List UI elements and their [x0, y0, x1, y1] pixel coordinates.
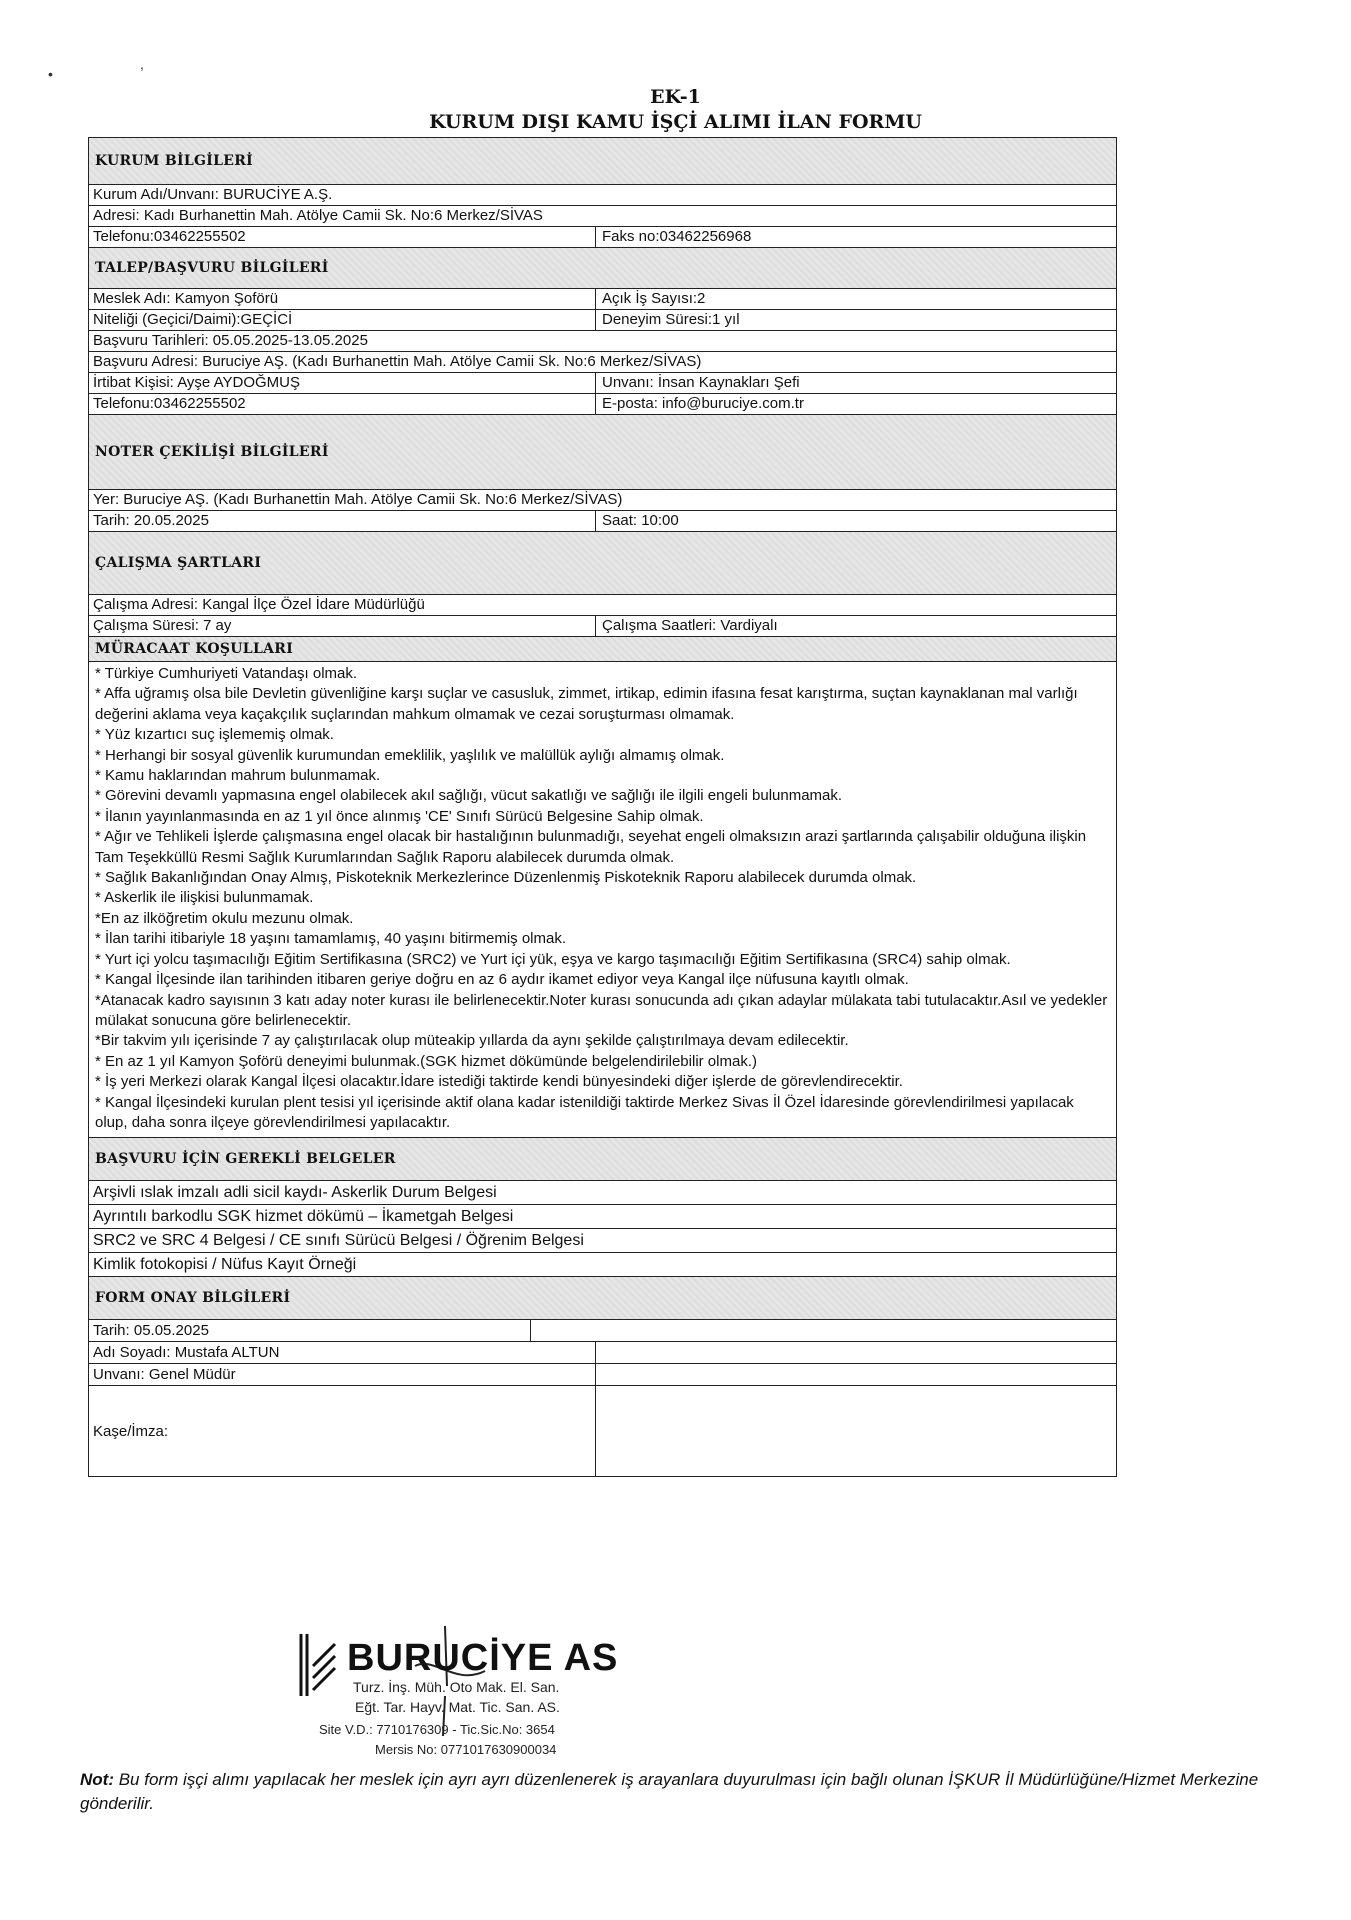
- row-onay-tarih: [89, 1320, 1116, 1342]
- calisma-adresi: Çalışma Adresi: Kangal İlçe Özel İdare Müdürlüğü: [93, 596, 425, 613]
- noter-tarih: Tarih: 20.05.2025: [89, 511, 596, 531]
- row-basvuru-adresi: [89, 352, 1116, 373]
- onay-adi-soyadi: Adı Soyadı: Mustafa ALTUN: [89, 1342, 596, 1363]
- row-onay-unvani: [89, 1364, 1116, 1386]
- section-calisma: ÇALIŞMA ŞARTLARI: [89, 532, 1116, 595]
- talep-telefon: Telefonu:03462255502: [89, 394, 596, 414]
- row-meslek: [89, 289, 1116, 310]
- condition-item: * Affa uğramış olsa bile Devletin güvenliğine karşı suçlar ve casusluk, zimmet, irtikap, edimin ifasına fesat karıştırma, suçtan kaynaklanan mal varlığı değerini aklama veya kaçakçılık suçlarından mahkum olmamak ve cezai soruşturması olmamak.: [95, 685, 1078, 723]
- condition-item: * İlanın yayınlanmasında en az 1 yıl önce alınmış 'CE' Sınıfı Sürücü Belgesine Sahip olmak.: [95, 807, 704, 825]
- condition-item: * Sağlık Bakanlığından Onay Almış, Piskoteknik Merkezlerince Düzenlenmiş Piskoteknik Raporu alabilecek durumda olmak.: [95, 869, 917, 887]
- stamp-brand: BURUCİYE AS: [347, 1637, 619, 1679]
- belge-item: SRC2 ve SRC 4 Belgesi / CE sınıfı Sürücü Belgesi / Öğrenim Belgesi: [89, 1229, 1116, 1253]
- condition-item: * Kamu haklarından mahrum bulunmamak.: [95, 767, 381, 785]
- meslek-adi: Meslek Adı: Kamyon Şoförü: [89, 289, 596, 309]
- belge-item: Ayrıntılı barkodlu SGK hizmet dökümü – İkametgah Belgesi: [89, 1205, 1116, 1229]
- row-kurum-adi: [89, 185, 1116, 206]
- condition-item: *Atanacak kadro sayısının 3 katı aday noter kurası ile belirlenecektir.Noter kurası sonucunda adı çıkan adaylar mülakata tabi tutulacaktır.Asıl ve yedekler mülakat sonucuna göre belirlenecektir.: [95, 991, 1108, 1029]
- row-basvuru-tarihleri: [89, 331, 1116, 352]
- onay-unvani: Unvanı: Genel Müdür: [89, 1364, 596, 1385]
- kurum-adres: Adresi: Kadı Burhanettin Mah. Atölye Camii Sk. No:6 Merkez/SİVAS: [93, 207, 543, 224]
- section-kurum: KURUM BİLGİLERİ: [89, 138, 1116, 185]
- stamp-line4: Mersis No: 0771017630900034: [375, 1742, 557, 1757]
- condition-item: * Yüz kızartıcı suç işlememiş olmak.: [95, 726, 334, 744]
- row-onay-adi: [89, 1342, 1116, 1364]
- scan-speck: •: [48, 66, 53, 82]
- section-talep: TALEP/BAŞVURU BİLGİLERİ: [89, 248, 1116, 289]
- row-irtibat: [89, 373, 1116, 394]
- condition-item: * Herhangi bir sosyal güvenlik kurumundan emeklilik, yaşlılık ve malüllük aylığı almamış olmak.: [95, 746, 725, 764]
- condition-item: * Kangal İlçesindeki kurulan plent tesisi yıl içerisinde aktif olana kadar istenildiği taktirde Merkez Sivas İl Özel İdaresinde görevlendirilmesi yapılacak olup, daha sonra ilçeye görevlendirilmesi yapılacaktır.: [95, 1093, 1074, 1131]
- stamp-line1: Turz. İnş. Müh. Oto Mak. El. San.: [353, 1679, 560, 1695]
- form-title: KURUM DIŞI KAMU İŞÇİ ALIMI İLAN FORMU: [429, 111, 922, 133]
- condition-item: * Askerlik ile ilişkisi bulunmamak.: [95, 889, 314, 907]
- row-nitelik: [89, 310, 1116, 331]
- stamp-line3: Site V.D.: 7710176309 - Tic.Sic.No: 3654: [319, 1722, 555, 1737]
- kurum-telefon: Telefonu:03462255502: [89, 227, 596, 247]
- company-stamp: [295, 1626, 635, 1774]
- condition-item: *En az ilköğretim okulu mezunu olmak.: [95, 909, 354, 927]
- section-belgeler: BAŞVURU İÇİN GEREKLİ BELGELER: [89, 1138, 1116, 1181]
- basvuru-tarihleri: Başvuru Tarihleri: 05.05.2025-13.05.2025: [93, 332, 368, 349]
- condition-item: * İlan tarihi itibariyle 18 yaşını tamamlamış, 40 yaşını bitirmemiş olmak.: [95, 930, 566, 948]
- annex-label: EK-1: [650, 86, 701, 108]
- calisma-saatleri: Çalışma Saatleri: Vardiyalı: [602, 617, 778, 634]
- kurum-faks: Faks no:03462256968: [602, 228, 752, 245]
- acik-is-sayisi: Açık İş Sayısı:2: [602, 290, 706, 307]
- deneyim-suresi: Deneyim Süresi:1 yıl: [602, 311, 740, 328]
- announcement-form: [88, 137, 1117, 1477]
- footer-note: [80, 1768, 1310, 1816]
- condition-item: * En az 1 yıl Kamyon Şoförü deneyimi bulunmak.(SGK hizmet dökümünde belgelendirilebilir olmak.): [95, 1052, 757, 1070]
- section-muracaat: MÜRACAAT KOŞULLARI: [89, 637, 1116, 662]
- onay-tarih: Tarih: 05.05.2025: [89, 1320, 531, 1341]
- row-calisma-adresi: [89, 595, 1116, 616]
- belge-item: Kimlik fotokopisi / Nüfus Kayıt Örneği: [89, 1253, 1116, 1277]
- condition-item: * Ağır ve Tehlikeli İşlerde çalışmasına engel olacak bir hastalığının bulunmadığı, seyehat engeli olmaksızın arazi şartlarında çalışabilir olduğuna ilişkin Tam Teşekküllü Resmi Sağlık Kurumlarından Sağlık Raporu alabilecek durumda olmak.: [95, 828, 1087, 866]
- condition-item: *Bir takvim yılı içerisinde 7 ay çalıştırılacak olup müteakip yıllarda da aynı şekilde çalıştırılmaya devam edilecektir.: [95, 1032, 849, 1050]
- row-calisma-sure: [89, 616, 1116, 637]
- row-noter-zaman: [89, 511, 1116, 532]
- irtibat-kisisi: İrtibat Kişisi: Ayşe AYDOĞMUŞ: [89, 373, 596, 393]
- row-talep-iletisim: [89, 394, 1116, 415]
- stamp-logo-icon: [301, 1634, 335, 1696]
- kase-imza-cell: [89, 1386, 596, 1476]
- belge-item: Arşivli ıslak imzalı adli sicil kaydı- Askerlik Durum Belgesi: [89, 1181, 1116, 1205]
- condition-item: * Görevini devamlı yapmasına engel olabilecek akıl sağlığı, vücut sakatlığı ve sağlığı ile ilgili engeli bulunmamak.: [95, 787, 843, 805]
- kase-imza-label: Kaşe/İmza:: [93, 1422, 169, 1440]
- row-noter-yer: [89, 490, 1116, 511]
- note-label: Not:: [80, 1770, 114, 1789]
- muracaat-kosullari-list: [89, 662, 1116, 1138]
- row-kurum-adres: [89, 206, 1116, 227]
- niteligi: Niteliği (Geçici/Daimi):GEÇİCİ: [89, 310, 596, 330]
- note-text: Bu form işçi alımı yapılacak her meslek için ayrı ayrı düzenlenerek iş arayanlara duyurulması için bağlı olunan İŞKUR İl Müdürlüğüne/Hizmet Merkezine gönderilir.: [80, 1770, 1259, 1813]
- condition-item: * Yurt içi yolcu taşımacılığı Eğitim Sertifikasına (SRC2) ve Yurt içi yük, eşya ve kargo taşımacılığı Eğitim Sertifikasına (SRC4) sahip olmak.: [95, 950, 1011, 968]
- noter-saat: Saat: 10:00: [602, 512, 679, 529]
- talep-eposta: E-posta: info@buruciye.com.tr: [602, 395, 804, 412]
- section-onay: FORM ONAY BİLGİLERİ: [89, 1277, 1116, 1320]
- stamp-line2: Eğt. Tar. Hayv. Mat. Tic. San. AS.: [355, 1699, 560, 1715]
- noter-yer: Yer: Buruciye AŞ. (Kadı Burhanettin Mah. Atölye Camii Sk. No:6 Merkez/SİVAS): [93, 491, 623, 508]
- basvuru-adresi: Başvuru Adresi: Buruciye AŞ. (Kadı Burhanettin Mah. Atölye Camii Sk. No:6 Merkez/SİVAS): [93, 353, 702, 370]
- irtibat-unvani: Unvanı: İnsan Kaynakları Şefi: [602, 374, 800, 391]
- condition-item: * İş yeri Merkezi olarak Kangal İlçesi olacaktır.İdare istediği taktirde kendi bünyesindeki diğer işlerde de görevlendirecektir.: [95, 1073, 903, 1091]
- scan-speck: ,: [140, 56, 144, 72]
- section-noter: NOTER ÇEKİLİŞİ BİLGİLERİ: [89, 415, 1116, 490]
- condition-item: * Türkiye Cumhuriyeti Vatandaşı olmak.: [95, 665, 358, 682]
- row-kase-imza: [89, 1386, 1116, 1476]
- calisma-suresi: Çalışma Süresi: 7 ay: [89, 616, 596, 636]
- condition-item: * Kangal İlçesinde ilan tarihinden itibaren geriye doğru en az 6 aydır ikamet ediyor veya Kangal ilçe nüfusuna kayıtlı olmak.: [95, 971, 909, 989]
- kurum-adi: Kurum Adı/Unvanı: BURUCİYE A.Ş.: [93, 186, 333, 203]
- row-kurum-iletisim: [89, 227, 1116, 248]
